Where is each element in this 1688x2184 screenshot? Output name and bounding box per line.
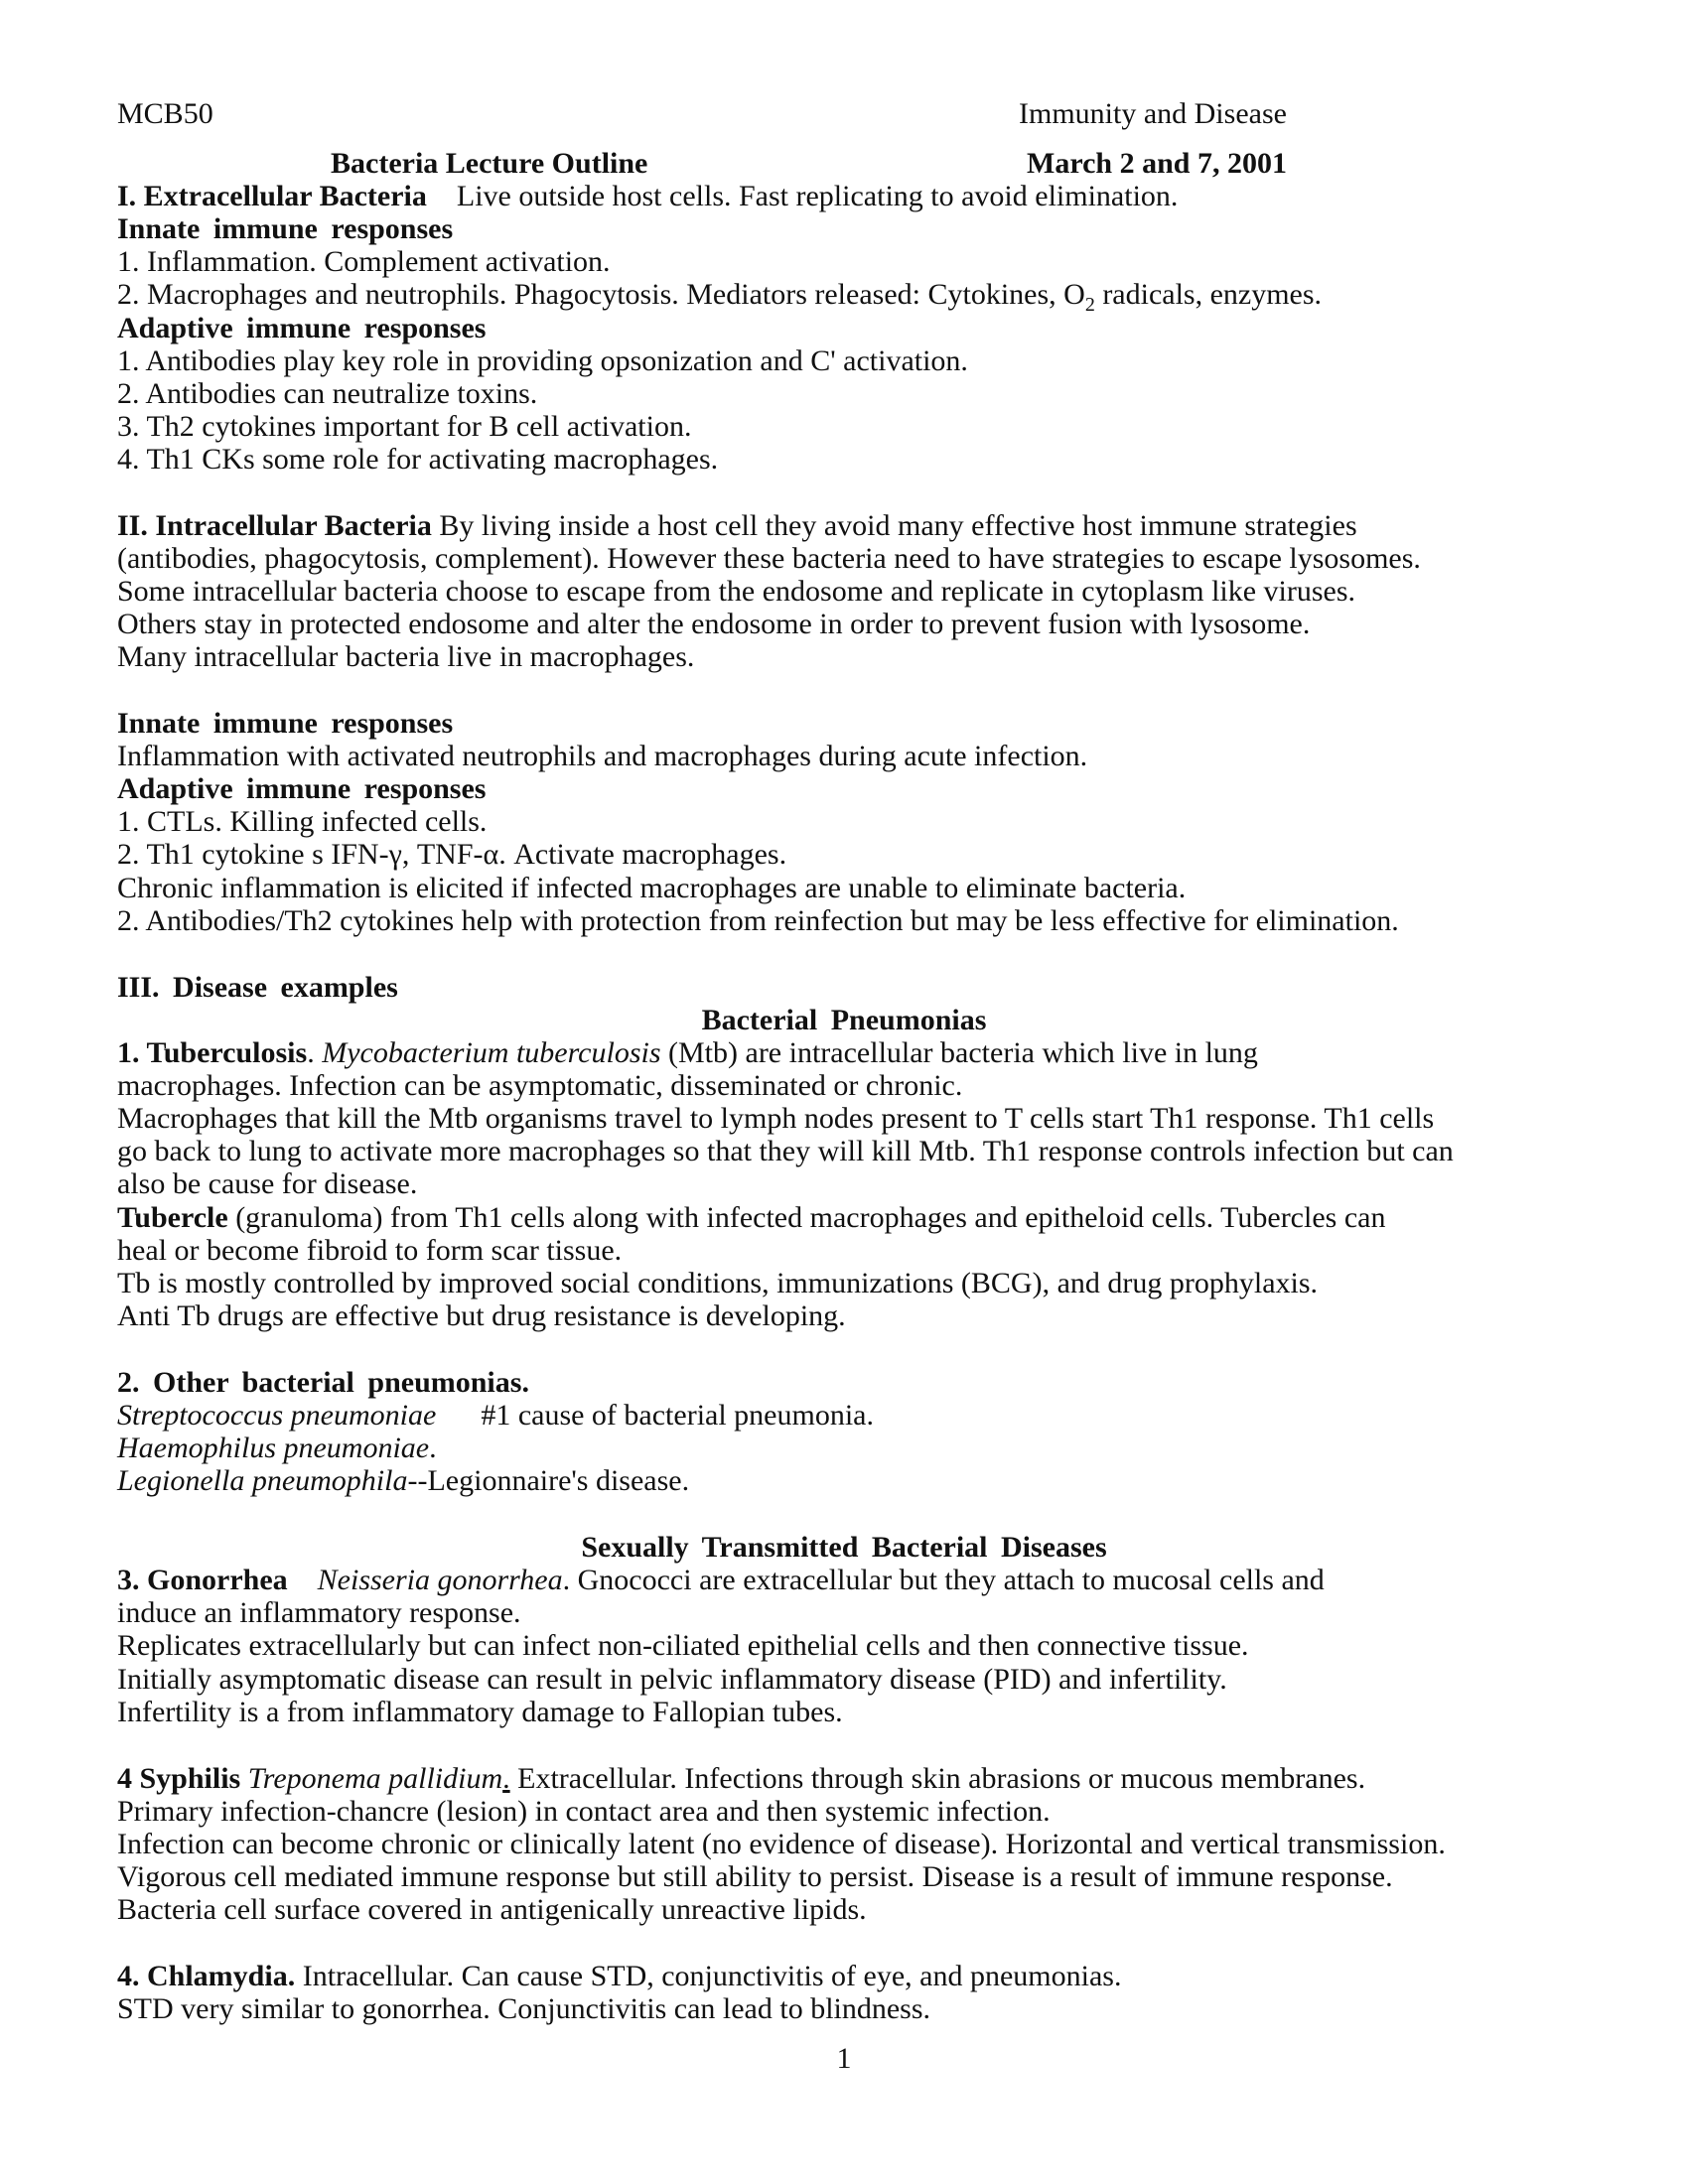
paragraph-line: Bacteria cell surface covered in antigenically unreactive lipids. <box>117 1893 867 1926</box>
tuberculosis-line: 1. Tuberculosis. Mycobacterium tuberculosis (Mtb) are intracellular bacteria which live in lung <box>117 1036 1258 1069</box>
section-2-innate-text: Inflammation with activated neutrophils and macrophages during acute infection. <box>117 740 1088 772</box>
paragraph-line: heal or become fibroid to form scar tissue. <box>117 1234 623 1267</box>
list-item: 1. Antibodies play key role in providing opsonization and C' activation. <box>117 344 968 377</box>
paragraph-line: Many intracellular bacteria live in macrophages. <box>117 640 695 673</box>
paragraph-line: macrophages. Infection can be asymptomatic, disseminated or chronic. <box>117 1069 963 1102</box>
other-pneumonias-heading: 2. Other bacterial pneumonias. <box>117 1366 529 1399</box>
section-1-innate-heading: Innate immune responses <box>117 212 454 245</box>
paragraph-line: Infection can become chronic or clinically latent (no evidence of disease). Horizontal and vertical transmission. <box>117 1828 1446 1860</box>
section-2-adaptive-heading: Adaptive immune responses <box>117 772 487 805</box>
list-item: 1. CTLs. Killing infected cells. <box>117 805 488 838</box>
lecture-date: March 2 and 7, 2001 <box>1027 147 1287 180</box>
list-item: 2. Antibodies/Th2 cytokines help with protection from reinfection but may be less effective for elimination. <box>117 904 1399 937</box>
paragraph-line: also be cause for disease. <box>117 1167 418 1200</box>
list-item: 2. Antibodies can neutralize toxins. <box>117 377 538 410</box>
paragraph-line: (antibodies, phagocytosis, complement). However these bacteria need to have strategies to escape lysosomes. <box>117 542 1421 575</box>
list-item: 4. Th1 CKs some role for activating macrophages. <box>117 443 719 476</box>
paragraph-line: Macrophages that kill the Mtb organisms travel to lymph nodes present to T cells start Th1 response. Th1 cells <box>117 1102 1435 1135</box>
paragraph-line: Anti Tb drugs are effective but drug resistance is developing. <box>117 1299 846 1332</box>
list-item: 3. Th2 cytokines important for B cell activation. <box>117 410 692 443</box>
tuberculosis-label: 1. Tuberculosis <box>117 1036 308 1069</box>
paragraph-line: Initially asymptomatic disease can result in pelvic inflammatory disease (PID) and infertility. <box>117 1663 1227 1696</box>
page-number: 1 <box>836 2042 852 2075</box>
paragraph-line: Infertility is a from inflammatory damage to Fallopian tubes. <box>117 1696 843 1728</box>
paragraph-line: Chronic inflammation is elicited if infected macrophages are unable to eliminate bacteria. <box>117 872 1187 904</box>
chlamydia-line: 4. Chlamydia. Intracellular. Can cause STD, conjunctivitis of eye, and pneumonias. <box>117 1960 1122 1992</box>
course-code: MCB50 <box>117 97 213 130</box>
section-2-heading: II. Intracellular Bacteria <box>117 509 432 542</box>
section-1-heading-line <box>117 180 1178 213</box>
tubercle-line: Tubercle (granuloma) from Th1 cells along with infected macrophages and epitheloid cells. Tubercles can <box>117 1201 1386 1234</box>
section-2-heading-line <box>117 509 1357 543</box>
course-title: Immunity and Disease <box>1019 97 1287 130</box>
chlamydia-label: 4. Chlamydia. <box>117 1960 296 1992</box>
section-1-description: Live outside host cells. Fast replicating to avoid elimination. <box>456 180 1179 212</box>
pneumonias-title: Bacterial Pneumonias <box>701 1004 987 1036</box>
haemophilus-line: Haemophilus pneumoniae. <box>117 1432 437 1464</box>
outline-title: Bacteria Lecture Outline <box>331 147 648 180</box>
paragraph-line: induce an inflammatory response. <box>117 1596 521 1629</box>
gonorrhea-line: 3. Gonorrhea Neisseria gonorrhea. Gnococci are extracellular but they attach to mucosal cells and <box>117 1564 1325 1596</box>
legionella-line: Legionella pneumophila--Legionnaire's disease. <box>117 1464 690 1497</box>
paragraph-line: go back to lung to activate more macrophages so that they will kill Mtb. Th1 response controls infection but can <box>117 1135 1454 1167</box>
paragraph-line: Primary infection-chancre (lesion) in contact area and then systemic infection. <box>117 1795 1051 1828</box>
section-1-heading: I. Extracellular Bacteria <box>117 180 427 212</box>
paragraph-line: STD very similar to gonorrhea. Conjunctivitis can lead to blindness. <box>117 1992 931 2025</box>
tb-species: Mycobacterium tuberculosis <box>322 1036 661 1069</box>
std-title: Sexually Transmitted Bacterial Diseases <box>581 1531 1107 1564</box>
paragraph-line: Replicates extracellularly but can infect non-ciliated epithelial cells and then connective tissue. <box>117 1629 1249 1662</box>
paragraph-line: Tb is mostly controlled by improved social conditions, immunizations (BCG), and drug prophylaxis. <box>117 1267 1319 1299</box>
section-2-innate-heading: Innate immune responses <box>117 707 454 740</box>
section-1-adaptive-heading: Adaptive immune responses <box>117 312 487 344</box>
paragraph-line: Some intracellular bacteria choose to escape from the endosome and replicate in cytoplasm like viruses. <box>117 575 1356 608</box>
paragraph-line: Vigorous cell mediated immune response but still ability to persist. Disease is a result of immune response. <box>117 1860 1393 1893</box>
section-1-innate-item-2: 2. Macrophages and neutrophils. Phagocytosis. Mediators released: Cytokines, $O_2$ radicals, enzymes. <box>117 278 1323 316</box>
syphilis-label: 4 Syphilis <box>117 1762 241 1795</box>
section-1-innate-item-1: 1. Inflammation. Complement activation. <box>117 245 611 278</box>
list-item: 2. Th1 cytokine s IFN-γ, TNF-α. Activate macrophages. <box>117 838 787 871</box>
syphilis-line: 4 Syphilis Treponema pallidium. Extracellular. Infections through skin abrasions or mucous membranes. <box>117 1762 1366 1795</box>
section-3-heading: III. Disease examples <box>117 971 398 1004</box>
streptococcus-line: Streptococcus pneumoniae #1 cause of bacterial pneumonia. <box>117 1399 874 1432</box>
paragraph-line: Others stay in protected endosome and alter the endosome in order to prevent fusion with lysosome. <box>117 608 1311 640</box>
gonorrhea-label: 3. Gonorrhea <box>117 1564 288 1596</box>
tubercle-label: Tubercle <box>117 1201 228 1234</box>
section-2-description: By living inside a host cell they avoid many effective host immune strategies <box>431 509 1357 542</box>
